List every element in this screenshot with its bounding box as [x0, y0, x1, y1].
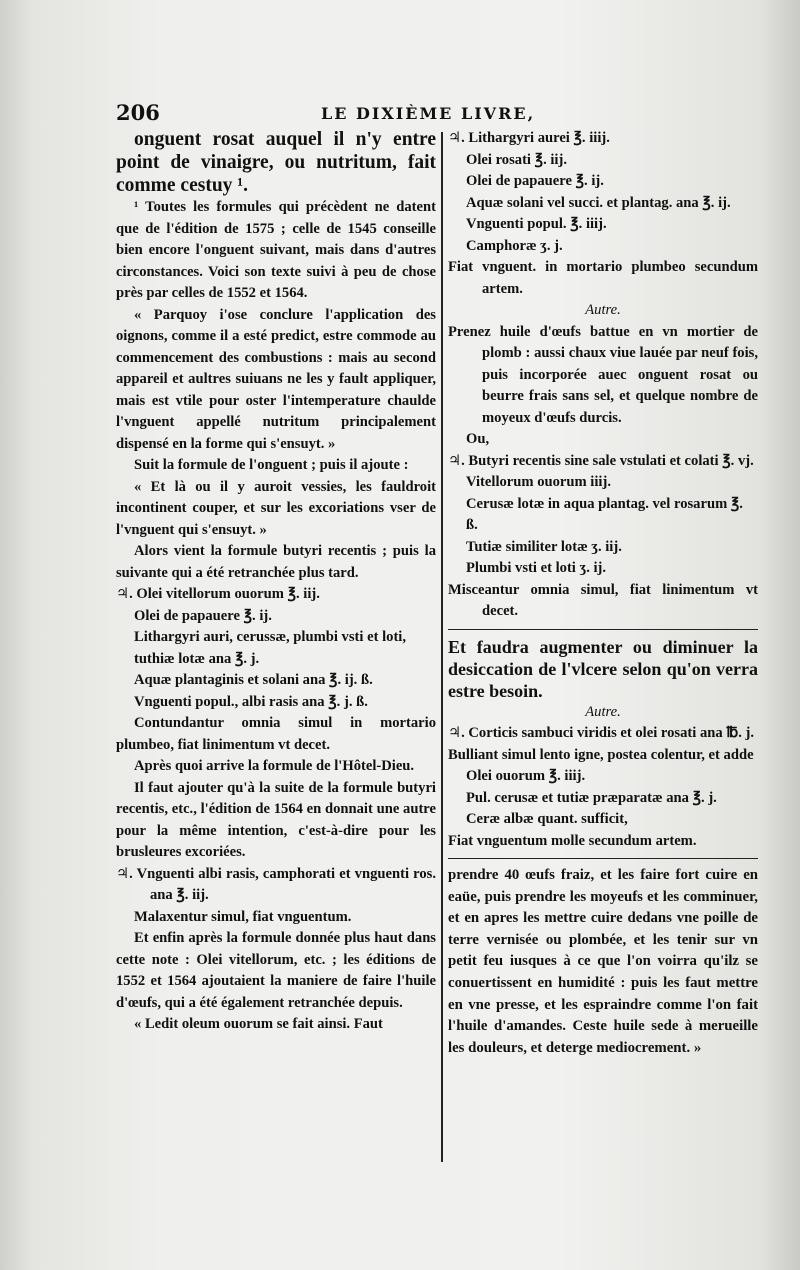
page-header [116, 98, 716, 128]
left-column-paragraph: Alors vient la formule butyri recentis ; puis la suivante qui a été retranchée plus tard. [116, 543, 436, 581]
right-column-paragraph: Tutiæ similiter lotæ ʒ. iij. [466, 538, 622, 555]
left-column-paragraph: Lithargyri auri, cerussæ, plumbi vsti et loti, tuthiæ lotæ ana ℥. j. [134, 629, 407, 667]
right-column-paragraph: ♃. Butyri recentis sine sale vstulati et colati ℥. vj. [448, 452, 754, 469]
right-column-paragraph: Camphoræ ʒ. j. [466, 237, 563, 254]
right-column-paragraph: Ou, [466, 431, 490, 447]
left-column-paragraph: Contundantur omnia simul in mortario plumbeo, fiat linimentum vt decet. [116, 715, 436, 753]
left-column-paragraph: Olei de papauere ℥. ij. [134, 607, 272, 624]
running-head: LE DIXIÈME LIVRE, [321, 104, 536, 123]
right-column-paragraph: Plumbi vsti et loti ʒ. ij. [466, 560, 607, 576]
right-column-paragraph: Olei ouorum ℥. iiij. [466, 768, 586, 784]
right-column [448, 128, 758, 1059]
right-column-paragraph: Olei rosati ℥. iij. [466, 151, 567, 168]
left-column-paragraph: onguent rosat auquel il n'y entre point de vinaigre, ou nutritum, fait comme cestuy ¹. [116, 129, 436, 196]
right-column-paragraph: ♃. Corticis sambuci viridis et olei rosati ana ℔. j. [448, 725, 755, 741]
right-column-paragraph: Olei de papauere ℥. ij. [466, 173, 604, 189]
right-column-paragraph: Ceræ albæ quant. sufficit, [466, 811, 628, 827]
right-column-paragraph: Vitellorum ouorum iiij. [466, 474, 611, 490]
right-column-paragraph: Fiat vnguentum molle secundum artem. [448, 832, 697, 849]
right-column-paragraph: Et faudra augmenter ou diminuer la desiccation de l'vlcere selon qu'on verra estre besoin. [448, 636, 758, 701]
left-column-paragraph: Après quoi arrive la formule de l'Hôtel-Dieu. [134, 758, 415, 774]
right-column-paragraph: ♃. Lithargyri aurei ℥. iiij. [448, 130, 610, 146]
right-column-paragraph: Cerusæ lotæ in aqua plantag. vel rosarum ℥. ß. [466, 495, 743, 533]
right-column-paragraph: prendre 40 œufs fraiz, et les faire fort cuire en eaüe, puis prendre les moyeufs et les comminuer, et en apres les mettre cuire dedans vne poille de terre vernisée ou plombée, et les tenir sur vn petit feu iusques à ce que l'on voirra qu'ilz se conuertissent en humidité : puis les faut mettre en vne presse, et les espraindre comme l'on fait l'huile d'amandes. Ceste huile sede à merueille les douleurs, et deterge mediocrement. » [448, 867, 758, 1056]
left-column-paragraph: « Ledit oleum ouorum se fait ainsi. Faut [134, 1016, 383, 1032]
section-separator [448, 858, 758, 859]
right-column-paragraph: Autre. [585, 703, 621, 720]
left-column-paragraph: Vnguenti popul., albi rasis ana ℥. j. ß. [134, 693, 368, 710]
left-column-paragraph: ♃. Vnguenti albi rasis, camphorati et vnguenti ros. ana ℥. iij. [116, 865, 436, 903]
right-column-paragraph: Vnguenti popul. ℥. iiij. [466, 216, 607, 232]
section-separator [448, 629, 758, 630]
left-column-paragraph: Il faut ajouter qu'à la suite de la formule butyri recentis, etc., l'édition de 1564 en donnait une autre pour la même intention, c'est-à-dire pour les brusleures excoriées. [116, 779, 436, 860]
right-column-paragraph: Bulliant simul lento igne, postea colentur, et adde [448, 746, 754, 763]
left-column-paragraph: Aquæ plantaginis et solani ana ℥. ij. ß. [134, 672, 373, 688]
left-column-paragraph: « Parquoy i'ose conclure l'application des oignons, comme il a esté predict, estre commode au commencement des combustions : mais au second appareil et aultres suiuans ne les y fault appliquer, mais est vtile pour oster l'intemperature chaulde l'vnguent appellé nutritum principalement dispensé en la forme qui s'ensuyt. » [116, 306, 436, 452]
page-number: 206 [116, 100, 160, 125]
right-column-paragraph: Aquæ solani vel succi. et plantag. ana ℥. ij. [466, 194, 731, 211]
right-column-paragraph: Pul. cerusæ et tutiæ præparatæ ana ℥. j. [466, 789, 717, 806]
right-column-paragraph: Autre. [585, 302, 621, 318]
right-column-paragraph: Misceantur omnia simul, fiat linimentum vt decet. [448, 581, 758, 619]
column-rule [441, 132, 443, 1162]
right-column-paragraph: Prenez huile d'œufs battue en vn mortier de plomb : aussi chaux viue lauée par neuf fois, puis incorporée auec onguent rosat ou beurre frais sans sel, et quelque nombre de moyeux d'œufs durcis. [448, 323, 758, 426]
left-column-paragraph: « Et là ou il y auroit vessies, les fauldroit incontinent couper, et sur les excoriations vser de l'vnguent qui s'ensuyt. » [116, 478, 436, 538]
right-column-paragraph: Fiat vnguent. in mortario plumbeo secundum artem. [448, 259, 758, 297]
left-column-paragraph: ♃. Olei vitellorum ouorum ℥. iij. [116, 586, 320, 602]
left-column-paragraph: ¹ Toutes les formules qui précèdent ne datent que de l'édition de 1575 ; celle de 1545 conseille bien encore l'onguent suivant, mais dans d'autres circonstances. Voici son texte suivi à peu de chose près par celles de 1552 et 1564. [116, 199, 436, 301]
left-column-paragraph: Suit la formule de l'onguent ; puis il ajoute : [134, 457, 409, 473]
left-column [116, 128, 436, 1036]
left-column-paragraph: Malaxentur simul, fiat vnguentum. [134, 908, 352, 925]
left-column-paragraph: Et enfin après la formule donnée plus haut dans cette note : Olei vitellorum, etc. ; les éditions de 1552 et 1564 ajoutaient la maniere de faire l'huile d'œufs, qui a été également retranchée depuis. [116, 930, 436, 1011]
